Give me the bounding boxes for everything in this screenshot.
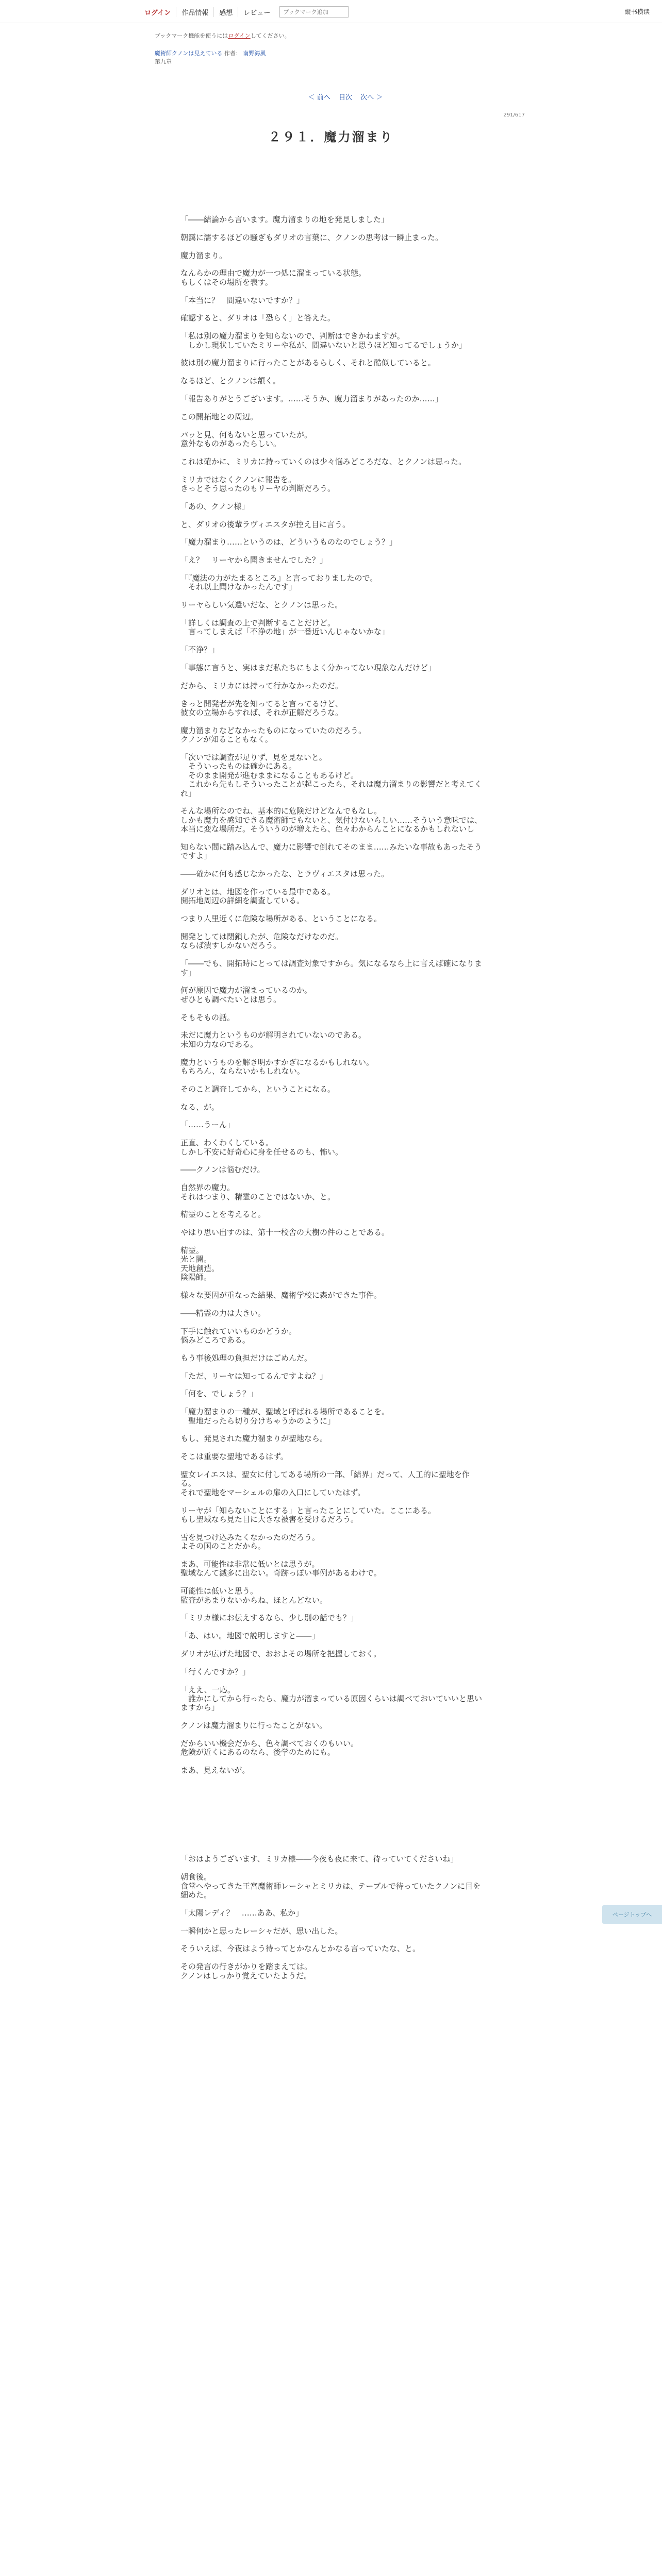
body-paragraph: つまり人里近くに危険な場所がある、ということになる。 bbox=[180, 914, 382, 924]
body-paragraph: 「――でも、開拓時にとっては調査対象ですから。気になるなら上に言えば確になります」 bbox=[180, 959, 482, 977]
body-paragraph: 魔力溜まりなどなかったものになっていたのだろう。 クノンが知ることもなく。 bbox=[180, 725, 367, 744]
body-paragraph: 何が原因で魔力が溜まっているのか。 ぜひとも調べたいとは思う。 bbox=[180, 986, 312, 1004]
body-paragraph: 「ただ、リーヤは知ってるんですよね？」 bbox=[180, 1371, 328, 1381]
body-paragraph: そこは重要な聖地であるはず。 bbox=[180, 1452, 288, 1462]
page-number: 291/617 bbox=[503, 112, 525, 118]
body-paragraph: 彼は別の魔力溜まりに行ったことがあるらしく、それと酷似していると。 bbox=[180, 358, 436, 368]
body-paragraph: だからいい機会だから、色々調べておくのもいい。 危険が近くにあるのなら、後学のためにも。 bbox=[180, 1739, 359, 1757]
body-paragraph: 魔力というものを解き明かすかぎになるかもしれない。 もちろん、ならないかもしれない。 bbox=[180, 1057, 374, 1076]
body-paragraph: もし、発見された魔力溜まりが聖地なら。 bbox=[180, 1434, 328, 1444]
body-paragraph: 開発としては閉鎖したが、危険なだけなのだ。 ならば潰すしかないだろう。 bbox=[180, 932, 343, 951]
next-episode-link[interactable]: 次へ ＞ bbox=[360, 94, 383, 101]
body-paragraph: 「あの、クノン様」 bbox=[180, 501, 250, 511]
nav-item-review[interactable]: レビュー bbox=[243, 9, 271, 17]
episode-title: ２９１．魔力溜まり bbox=[268, 130, 394, 144]
body-paragraph: 下手に触れていいものかどうか。 悩みどころである。 bbox=[180, 1326, 297, 1345]
body-paragraph: 「詳しくは調査の上で判断することだけど。 言ってしまえば「不浄の地」が一番近いんじゃないかな」 bbox=[180, 618, 390, 637]
top-nav-bar bbox=[0, 0, 662, 23]
login-notice: ブックマーク機能を使うにはログインしてください。 bbox=[155, 32, 290, 39]
episode-pager bbox=[278, 92, 412, 101]
body-paragraph: だから、ミリカには持って行かなかったのだ。 bbox=[180, 681, 343, 690]
body-paragraph: ダリオとは、地図を作っている最中である。 開拓地周辺の詳細を調査している。 bbox=[180, 887, 335, 906]
body-paragraph: ――確かに何も感じなかったな、とラヴィエスタは思った。 bbox=[180, 869, 389, 879]
body-paragraph: 「え？ リーヤから聞きませんでした？」 bbox=[180, 555, 328, 565]
body-paragraph: 「おはようございます、ミリカ様――今夜も夜に来て、待っていてくださいね」 bbox=[180, 1854, 458, 1864]
body-paragraph: 「事態に言うと、実はまだ私たちにもよく分かってない現象なんだけど」 bbox=[180, 663, 436, 672]
body-paragraph: 聖女レイエスは、聖女に付してある場所の一部、「結界」だって、人工的に聖地を作る。 それで聖地をマーシェルの扉の入口にしていたはず。 bbox=[180, 1470, 470, 1497]
body-paragraph: 可能性は低いと思う。 監査があまりないからね、ほとんどない。 bbox=[180, 1586, 328, 1605]
body-paragraph: これは確かに、ミリカに持っていくのは少々悩みどころだな、とクノンは思った。 bbox=[180, 456, 466, 466]
body-paragraph: なんらかの理由で魔力が一つ処に溜まっている状態。 もしくはその場所を表す。 bbox=[180, 268, 367, 287]
body-paragraph: 「何を、でしょう？」 bbox=[180, 1389, 258, 1399]
body-paragraph: 「不浄？」 bbox=[180, 645, 220, 655]
body-paragraph: まあ、見えないが。 bbox=[180, 1766, 250, 1775]
author-label: 作者： bbox=[224, 50, 241, 57]
body-paragraph: と、ダリオの後輩ラヴィエスタが控え目に言う。 bbox=[180, 519, 350, 529]
body-paragraph: 未だに魔力というものが解明されていないのである。 未知の力なのである。 bbox=[180, 1030, 367, 1049]
body-paragraph: そのこと調査してから、ということになる。 bbox=[180, 1084, 336, 1094]
body-paragraph: なる、が。 bbox=[180, 1102, 220, 1112]
body-paragraph: 精霊のことを考えると。 bbox=[180, 1210, 266, 1219]
body-paragraph: 朝靄に濡するほどの騒ぎもダリオの言葉に、クノンの思考は一瞬止まった。 bbox=[180, 232, 443, 242]
body-paragraph: 一瞬何かと思ったレーシャだが、思い出した。 bbox=[180, 1926, 343, 1936]
body-paragraph: 「行くんですか？」 bbox=[180, 1667, 251, 1676]
body-paragraph: まあ、可能性は非常に低いとは思うが。 聖域なんて滅多に出ない。奇跡っぽい事例があるわけで。 bbox=[180, 1560, 382, 1578]
body-paragraph: リーヤらしい気遣いだな、とクノンは思った。 bbox=[180, 600, 343, 610]
body-paragraph: きっと開発者が先を知ってると言ってるけど、 彼女の立場からすれば、それが正解だろうな。 bbox=[180, 699, 343, 717]
series-title-link[interactable]: 魔術師クノンは見えている bbox=[155, 50, 223, 57]
page-top-button[interactable]: ページトップへ bbox=[602, 1905, 662, 1924]
body-paragraph: リーヤが「知らないことにする」と言ったことにしていた。ここにある。 もし聖域なら見た目に大きな被害を受けるだろう。 bbox=[180, 1505, 436, 1524]
body-paragraph: ダリオが広げた地図で、おおよその場所を把握しておく。 bbox=[180, 1649, 382, 1659]
body-paragraph: 雪を見つけ込みたくなかったのだろう。 よその国のことだから。 bbox=[180, 1532, 320, 1551]
prev-episode-link[interactable]: ＜ 前へ bbox=[308, 94, 330, 101]
body-paragraph: ――精霊の力は大きい。 bbox=[180, 1308, 266, 1318]
body-paragraph: 魔力溜まり。 bbox=[180, 250, 227, 260]
body-paragraph: 正直、わくわくしている。 しかし不安に好奇心に身を任せるのも、怖い。 bbox=[180, 1138, 343, 1157]
body-paragraph: そういえば、今夜はよう待ってとかなんとかなる言っていたな、と。 bbox=[180, 1944, 421, 1954]
body-paragraph: そんな場所なのでね、基本的に危険だけどなんでもなし。 しかも魔力を感知できる魔術師でもないと、気付けないらしい……そういう意味では、本当に変な場所だ。そういうのが増えたら、色々わからんことになるかもしれないし bbox=[180, 806, 483, 834]
body-paragraph: 「ミリカ様にお伝えするなら、少し別の話でも？」 bbox=[180, 1613, 358, 1623]
body-paragraph bbox=[180, 1784, 485, 1846]
body-paragraph: 「本当に？ 間違いないですか？」 bbox=[180, 295, 305, 305]
body-paragraph: 「あ、はい。地図で説明しますと――」 bbox=[180, 1631, 320, 1641]
body-paragraph: ミリカではなくクノンに報告を。 きっとそう思ったのもリーヤの判断だろう。 bbox=[180, 474, 336, 493]
body-paragraph: 「――結論から言います。魔力溜まりの地を発見しました」 bbox=[180, 215, 389, 224]
body-paragraph: 朝食後。 食堂へやってきた王宮魔術師レーシャとミリカは、テーブルで待っていたクノンに目を細めた。 bbox=[180, 1872, 481, 1900]
body-paragraph: 「太陽レディ？ ……ああ、私か」 bbox=[180, 1908, 304, 1918]
nav-item-impressions[interactable]: 感想 bbox=[214, 7, 238, 17]
novel-body bbox=[180, 215, 485, 1989]
body-paragraph: やはり思い出すのは、第十一校舎の大樹の件のことである。 bbox=[180, 1228, 390, 1238]
author-link[interactable]: 南野海風 bbox=[243, 50, 266, 57]
breadcrumb bbox=[155, 49, 516, 66]
toc-link[interactable]: 目次 bbox=[338, 94, 352, 101]
body-paragraph: 「『魔法の力がたまるところ』と言っておりましたので。 それ以上聞けなかったんです」 bbox=[180, 573, 378, 592]
body-paragraph: クノンは魔力溜まりに行ったことがない。 bbox=[180, 1721, 327, 1731]
bookmark-input[interactable] bbox=[279, 6, 349, 18]
body-paragraph: 確認すると、ダリオは「恐らく」と答えた。 bbox=[180, 313, 335, 323]
body-paragraph: そもそもの話。 bbox=[180, 1012, 235, 1022]
chapter-label: 第九章 bbox=[155, 58, 172, 65]
body-paragraph: 「魔力溜まり……というのは、どういうものなのでしょう？」 bbox=[180, 537, 398, 547]
body-paragraph: 精霊。 光と闇。 天地創造。 陰陽師。 bbox=[180, 1246, 220, 1282]
nav-item-info[interactable]: 作品情報 bbox=[176, 7, 214, 17]
body-paragraph: 「報告ありがとうございます。……そうか、魔力溜まりがあったのか……」 bbox=[180, 394, 443, 403]
body-paragraph: 知らない間に踏み込んで、魔力に影響で倒れてそのまま……みたいな事故もあったそうですよ」 bbox=[180, 842, 482, 861]
body-paragraph: 「私は別の魔力溜まりを知らないので、判断はできかねますが。 しかし現状していたミリーや私が、間違いないと思うほど知ってるでしょうか」 bbox=[180, 331, 467, 350]
body-paragraph: もう事後処理の負担だけはごめんだ。 bbox=[180, 1353, 312, 1363]
body-paragraph: パッと見、何もないと思っていたが。 意外なものがあったらしい。 bbox=[180, 430, 312, 448]
nav-links bbox=[144, 6, 349, 18]
body-paragraph: その発言の行きがかりを踏まえては。 クノンはしっかり覚えていたようだ。 bbox=[180, 1962, 312, 1980]
body-paragraph: 「ええ、一応。 誰かにしてから行ったら、魔力が溜まっている原因くらいは調べておいていいと思いますから」 bbox=[180, 1685, 483, 1713]
novel-meta bbox=[155, 32, 516, 66]
body-paragraph: この開拓地との周辺。 bbox=[180, 412, 258, 421]
body-paragraph: ――クノンは悩むだけ。 bbox=[180, 1165, 265, 1175]
body-paragraph: 「……うーん」 bbox=[180, 1120, 235, 1130]
login-link[interactable]: ログイン bbox=[144, 7, 176, 17]
body-paragraph: 「魔力溜まりの一種が、聖域と呼ばれる場所であることを。 聖地だったら切り分けちゃうかのように」 bbox=[180, 1407, 390, 1426]
notice-login-link[interactable]: ログイン bbox=[228, 32, 251, 39]
body-paragraph: 「次いでは調査が足りず、見を見ないと。 そういったものは確かにある。 そのまま開発が進むままになることもあるけど。 これから先もしそういったことが起こったら、それは魔力溜まりの影響だと考えてくれ」 bbox=[180, 752, 482, 798]
body-paragraph: なるほど、とクノンは頷く。 bbox=[180, 376, 280, 386]
body-paragraph: 自然界の魔力。 それはつまり、精霊のことではないか、と。 bbox=[180, 1183, 336, 1201]
body-paragraph: 様々な要因が重なった結果、魔術学校に森ができた事件。 bbox=[180, 1291, 382, 1300]
vertical-reading-link[interactable]: 縦书横读 bbox=[624, 8, 650, 15]
